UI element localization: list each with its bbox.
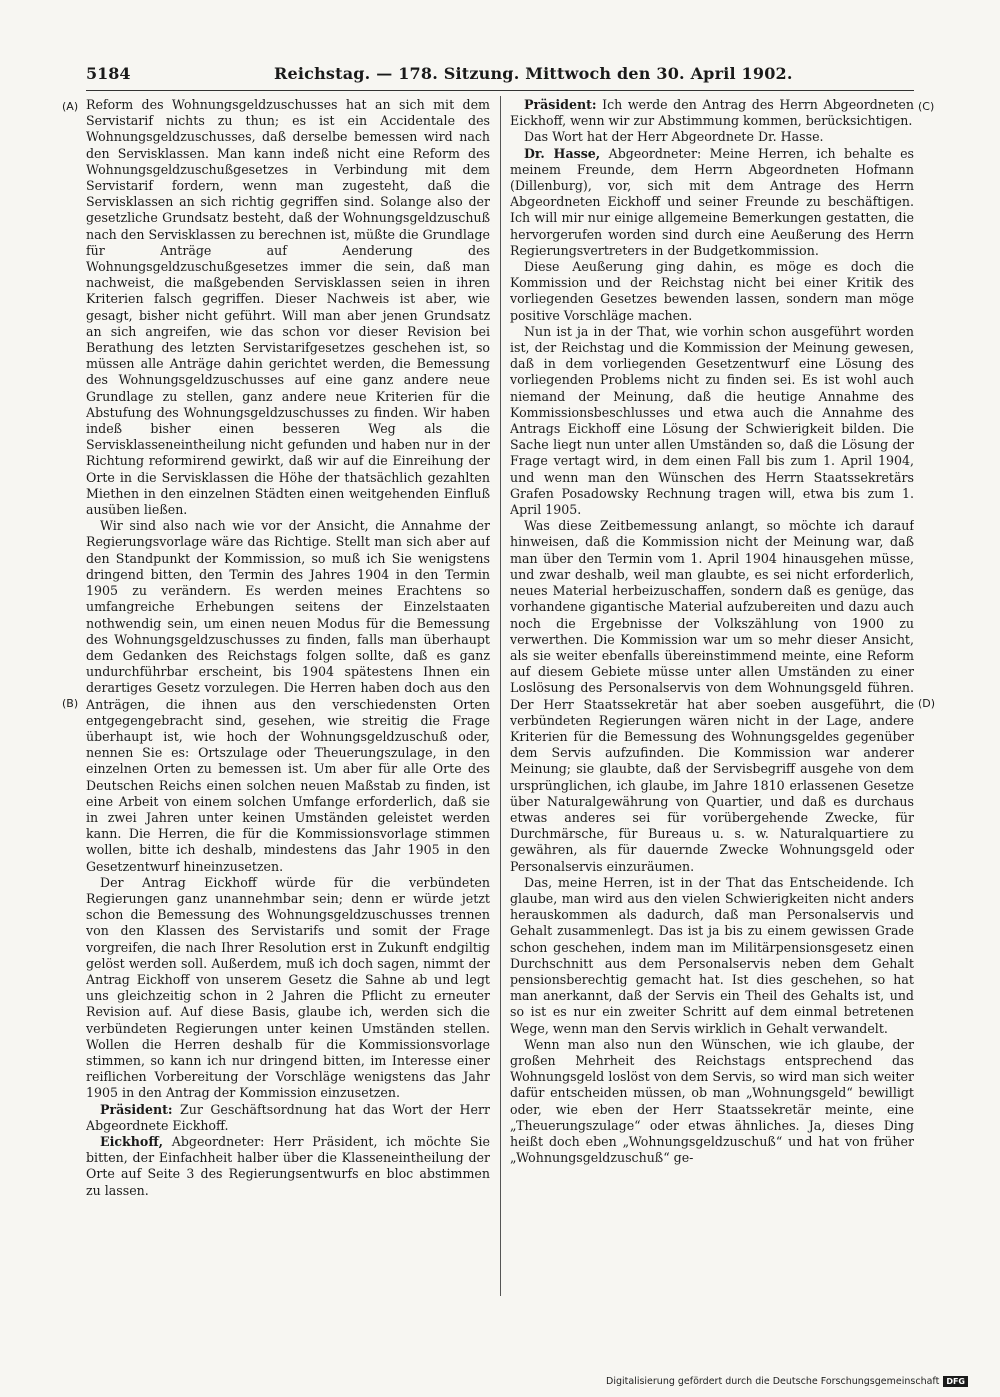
footer-text: Digitalisierung gefördert durch die Deutsche Forschungsgemeinschaft — [606, 1376, 940, 1387]
margin-marker-b: (B) — [62, 697, 79, 710]
speaker-name: Eickhoff, — [100, 1134, 164, 1149]
speech-text: Abgeordneter: Herr Präsident, ich möchte Sie bitten, der Einfachheit halber über die Klasseneintheilung der Orte auf Seite 3 des Regierungsentwurfs en bloc abstimmen zu lassen. — [86, 1134, 490, 1198]
right-paragraph-8: Wenn man also nun den Wünschen, wie ich glaube, der großen Mehrheit des Reichstags entsprechend das Wohnungsgeld loslöst von dem Servis, so wird man sich weiter dafür entscheiden müssen, ob man „Wohnungsgeld“ bewilligt oder, wie eben der Herr Staatssekretär meinte, eine „Theuerungszulage“ oder etwas ähnliches. Ja, dieses Ding heißt doch eben „Wohnungsgeldzuschuß“ und hat von früher „Wohnungsgeldzuschuß“ ge- — [510, 1036, 914, 1166]
speech-text: Ich werde den Antrag des Herrn Abgeordneten Eickhoff, wenn wir zur Abstimmung kommen, berücksichtigen. — [510, 97, 914, 129]
left-paragraph-1: Reform des Wohnungsgeldzuschusses hat an sich mit dem Servistarif nichts zu thun; es ist ein Accidentale des Wohnungsgeldzuschusses, daß derselbe bemessen wird nach den Servisklassen. Man kann indeß nicht eine Reform des Wohnungsgeldzuschußgesetzes in Verbindung mit dem Servistarif fordern, wenn man zugesteht, daß die Servisklassen an sich richtig gegriffen sind. Solange also der gesetzliche Grundsatz besteht, daß der Wohnungsgeldzuschuß nach den Servisklassen zu berechnen ist, müßte die Grundlage für Anträge auf Aenderung des Wohnungsgeldzuschußgesetzes immer die sein, daß man nachweist, die maßgebenden Servisklassen seien in ihren Kriterien falsch gegriffen. Dieser Nachweis ist aber, wie gesagt, bisher nicht geführt. Will man aber jenen Grundsatz an sich angreifen, wie das schon vor dieser Revision bei Berathung des letzten Servistarifgesetzes geschehen ist, so müssen alle Anträge dahin gerichtet werden, die Bemessung des Wohnungsgeldzuschusses auf eine ganz andere neue Grundlage zu stellen, ganz andere neue Kriterien für die Abstufung des Wohnungsgeldzuschusses zu finden. Wir haben indeß bisher einen besseren Weg als die Servisklasseneintheilung nicht gefunden und haben nur in der Richtung reformirend gewirkt, daß wir auf die Einreihung der Orte in die Servisklassen die Höhe der thatsächlich gezahlten Miethen in den einzelnen Städten einen weitgehenden Einfluß ausüben ließen. — [86, 97, 490, 518]
speech-text: Abgeordneter: Meine Herren, ich behalte es meinem Freunde, dem Herrn Abgeordneten Hofmann (Dillenburg), vor, sich mit dem Antrage des Herrn Abgeordneten Eickhoff und seiner Freunde zu beschäftigen. Ich will mir nur einige allgemeine Bemerkungen gestatten, die hervorgerufen worden sind durch eine Aeußerung des Herrn Regierungsvertreters in der Budgetkommission. — [510, 145, 914, 258]
speaker-name: Präsident: — [524, 97, 597, 112]
right-paragraph-5: Nun ist ja in der That, wie vorhin schon ausgeführt worden ist, der Reichstag und die Kommission der Meinung gewesen, daß in dem vorliegenden Gesetzentwurf eine Lösung des vorliegenden Problems nicht zu finden sei. Es ist wohl auch niemand der Meinung, daß die heutige Annahme des Kommissionsbeschlusses und etwa auch die Annahme des Antrags Eickhoff eine Lösung der Schwierigkeit bilden. Die Sache liegt nun unter allen Umständen so, daß die Lösung der Frage vertagt wird, in dem einen Fall bis zum 1. April 1904, und wenn man den Wünschen des Herrn Staatssekretärs Grafen Posadowsky Rechnung tragen will, etwa bis zum 1. April 1905. — [510, 323, 914, 518]
running-title: Reichstag. — 178. Sitzung. Mittwoch den 30. April 1902. — [274, 64, 793, 83]
margin-marker-d: (D) — [918, 697, 936, 710]
speaker-name: Präsident: — [100, 1101, 173, 1117]
column-divider — [500, 96, 501, 1296]
left-paragraph-5 — [86, 1134, 490, 1199]
speech-text: Zur Geschäftsordnung hat das Wort der Herr Abgeordnete Eickhoff. — [86, 1101, 490, 1133]
page-header — [86, 64, 914, 88]
header-rule — [86, 90, 914, 91]
page-number: 5184 — [86, 64, 131, 83]
right-paragraph-6: Was diese Zeitbemessung anlangt, so möchte ich darauf hinweisen, daß die Kommission nicht der Meinung war, daß man über den Termin vom 1. April 1904 hinausgehen müsse, und zwar deshalb, weil man glaubte, es sei nicht erforderlich, neues Material herbeizuschaffen, sondern daß es genüge, das vorhandene gigantische Material aufzubereiten und dazu auch noch die Ergebnisse der Volkszählung von 1900 zu verwerthen. Die Kommission war um so mehr dieser Ansicht, als sie weiter ebenfalls übereinstimmend meinte, eine Reform auf diesem Gebiete müsse unter allen Umständen zu einer Loslösung des Personalservis von dem Wohnungsgeld führen. Der Herr Staatssekretär hat aber soeben ausgeführt, die verbündeten Regierungen wären nicht in der Lage, andere Kriterien für die Bemessung des Wohnungsgeldes gegenüber dem Servis aufzufinden. Die Kommission war anderer Meinung; sie glaubte, daß der Servisbegriff ausgehe von dem ursprünglichen, ich glaube, im Jahre 1810 erlassenen Gesetze über Naturalgewährung von Quartier, und daß es durchaus etwas anderes sei für vorübergehende Zwecke, für Durchmärsche, für Bureaus u. s. w. Naturalquartiere zu gewähren, als für dauernde Zwecke Wohnungsgeld oder Personalservis einzuräumen. — [510, 518, 914, 874]
left-paragraph-4 — [86, 1102, 490, 1134]
dfg-logo: DFG — [943, 1376, 968, 1387]
margin-marker-a: (A) — [62, 100, 79, 113]
right-paragraph-1 — [510, 97, 914, 129]
right-column — [510, 97, 914, 1313]
right-paragraph-2: Das Wort hat der Herr Abgeordnete Dr. Hasse. — [524, 129, 824, 145]
speaker-name: Dr. Hasse, — [524, 145, 601, 161]
right-paragraph-7: Das, meine Herren, ist in der That das Entscheidende. Ich glaube, man wird aus den vielen Schwierigkeiten nicht anders herauskommen als dadurch, daß man Personalservis und Gehalt zusammenlegt. Das ist ja bis zu einem gewissen Grade schon geschehen, indem man im Militärpensionsgesetz einen Durchschnitt aus dem Personalservis neben dem Gehalt pensionsberechtig gemacht hat. Ist dies geschehen, so hat man anerkannt, daß der Servis ein Theil des Gehalts ist, und so ist es nur ein zweiter Schritt auf dem einmal betretenen Wege, wenn man den Servis wirklich in Gehalt verwandelt. — [510, 874, 914, 1036]
left-paragraph-3: Der Antrag Eickhoff würde für die verbündeten Regierungen ganz unannehmbar sein; denn er würde jetzt schon die Bemessung des Wohnungsgeldzuschusses trennen von den Klassen des Servistarifs und somit der Frage vorgreifen, die nach Ihrer Resolution erst in Zukunft endgiltig gelöst werden soll. Außerdem, muß ich doch sagen, nimmt der Antrag Eickhoff von unserem Gesetz die Sahne ab und legt uns gleichzeitig schon in 2 Jahren die Pflicht zu erneuter Revision auf. Auf diese Basis, glaube ich, werden sich die verbündeten Regierungen unter keinen Umständen stellen. Wollen die Herren deshalb für die Kommissionsvorlage stimmen, so kann ich nur dringend bitten, im Interesse einer reiflichen Vorbereitung der Vorschläge wenigstens das Jahr 1905 in den Antrag der Kommission einzusetzen. — [86, 874, 490, 1101]
right-paragraph-4: Diese Aeußerung ging dahin, es möge es doch die Kommission und der Reichstag nicht bei einer Kritik des vorliegenden Gesetzes bewenden lassen, sondern man möge positive Vorschläge machen. — [510, 259, 914, 323]
margin-marker-c: (C) — [918, 100, 935, 113]
digitization-footer — [0, 1376, 968, 1387]
right-paragraph-3 — [510, 146, 914, 259]
left-paragraph-2: Wir sind also nach wie vor der Ansicht, die Annahme der Regierungsvorlage wäre das Richtige. Stellt man sich aber auf den Standpunkt der Kommission, so muß ich Sie wenigstens dringend bitten, den Termin des Jahres 1904 in den Termin 1905 zu verändern. Es werden meines Erachtens so umfangreiche Erhebungen seitens der Einzelstaaten nothwendig sein, um einen neuen Modus für die Bemessung des Wohnungsgeldzuschusses zu finden, falls man überhaupt dem Gedanken des Reichstags folgen sollte, daß es ganz undurchführbar erscheint, bis 1904 spätestens Ihnen ein derartiges Gesetz vorzulegen. Die Herren haben doch aus den Anträgen, die ihnen aus den verschiedensten Orten entgegengebracht sind, gesehen, wie streitig die Frage überhaupt ist, wie hoch der Wohnungsgeldzuschuß oder, nennen Sie es: Ortszulage oder Theuerungszulage, in den einzelnen Orten zu bemessen ist. Um aber für alle Orte des Deutschen Reichs einen solchen neuen Maßstab zu finden, ist eine Arbeit von einem solchen Umfange erforderlich, daß sie in zwei Jahren unter keinen Umständen geleistet werden kann. Die Herren, die für die Kommissionsvorlage stimmen wollen, bitte ich deshalb, mindestens das Jahr 1905 in den Gesetzentwurf hineinzusetzen. — [86, 518, 490, 874]
left-column — [86, 97, 490, 1313]
